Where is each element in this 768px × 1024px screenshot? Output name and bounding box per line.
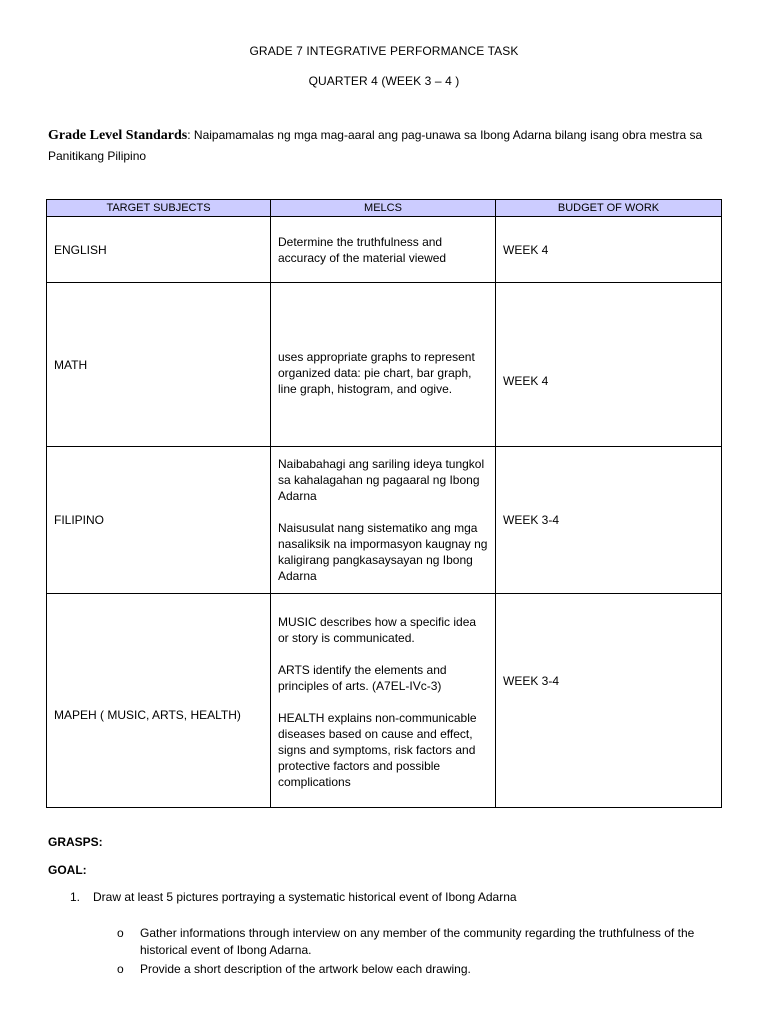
goal-heading: GOAL: — [48, 863, 87, 877]
standards-text: : Naipamamalas ng mga mag-aaral ang pag-unawa sa Ibong Adarna bilang isang obra mestra sa Panitikang Pilipino — [48, 128, 703, 163]
budget-cell: WEEK 4 — [496, 217, 722, 283]
document-title: GRADE 7 INTEGRATIVE PERFORMANCE TASK — [249, 44, 519, 58]
melc-text: MUSIC describes how a specific idea or story is communicated. — [278, 614, 477, 645]
budget-cell — [496, 283, 722, 447]
header-budget-of-work: BUDGET OF WORK — [496, 200, 722, 217]
melcs-cell — [271, 594, 496, 808]
melc-text: ARTS identify the elements and principles of arts. (A7EL-IVc-3) — [278, 662, 447, 693]
item-text: Draw at least 5 pictures portraying a systematic historical event of Ibong Adarna — [93, 890, 517, 904]
budget-text: WEEK 4 — [503, 373, 549, 388]
table-row — [47, 217, 722, 283]
melcs-cell — [271, 283, 496, 447]
bullet-text: Provide a short description of the artwork below each drawing. — [140, 962, 471, 976]
grade-level-standards — [48, 125, 738, 166]
bullet-icon: o — [117, 962, 124, 976]
melcs-table — [46, 199, 722, 808]
bullet-text: Gather informations through interview on any member of the community regarding the truthfulness of the historical event of Ibong Adarna. — [140, 926, 695, 957]
subject-cell: MATH — [47, 283, 271, 447]
goal-item — [70, 890, 517, 904]
melc-text: Naibabahagi ang sariling ideya tungkol sa kahalagahan ng pagaaral ng Ibong Adarna — [278, 457, 485, 503]
header-melcs: MELCS — [271, 200, 496, 217]
table-row — [47, 447, 722, 594]
budget-text: WEEK 3-4 — [503, 673, 560, 688]
subject-text: MAPEH ( MUSIC, ARTS, HEALTH) — [54, 707, 241, 722]
standards-label: Grade Level Standards — [48, 128, 188, 143]
table-header-row — [47, 200, 722, 217]
budget-cell — [496, 594, 722, 808]
subject-cell — [47, 594, 271, 808]
melc-text: HEALTH explains non-communicable diseases based on cause and effect, signs and symptoms, risk factors and protective factors and possible complications — [278, 710, 477, 789]
subject-cell: FILIPINO — [47, 447, 271, 594]
subject-cell: ENGLISH — [47, 217, 271, 283]
table-row — [47, 283, 722, 447]
grasps-heading: GRASPS: — [48, 835, 103, 849]
header-target-subjects: TARGET SUBJECTS — [47, 200, 271, 217]
table-row — [47, 594, 722, 808]
bullet-icon: o — [117, 926, 124, 940]
melc-text: Determine the truthfulness and accuracy of the material viewed — [278, 234, 447, 265]
melcs-cell — [271, 217, 496, 283]
quarter-subtitle: QUARTER 4 (WEEK 3 – 4 ) — [308, 74, 460, 88]
melc-text: Naisusulat nang sistematiko ang mga nasaliksik na impormasyon kaugnay ng kaligirang pangkasaysayan ng Ibong Adarna — [278, 521, 488, 583]
melcs-cell — [271, 447, 496, 594]
melc-text: uses appropriate graphs to represent organized data: pie chart, bar graph, line graph, histogram, and ogive. — [278, 350, 475, 396]
item-number: 1. — [70, 890, 81, 904]
budget-cell: WEEK 3-4 — [496, 447, 722, 594]
